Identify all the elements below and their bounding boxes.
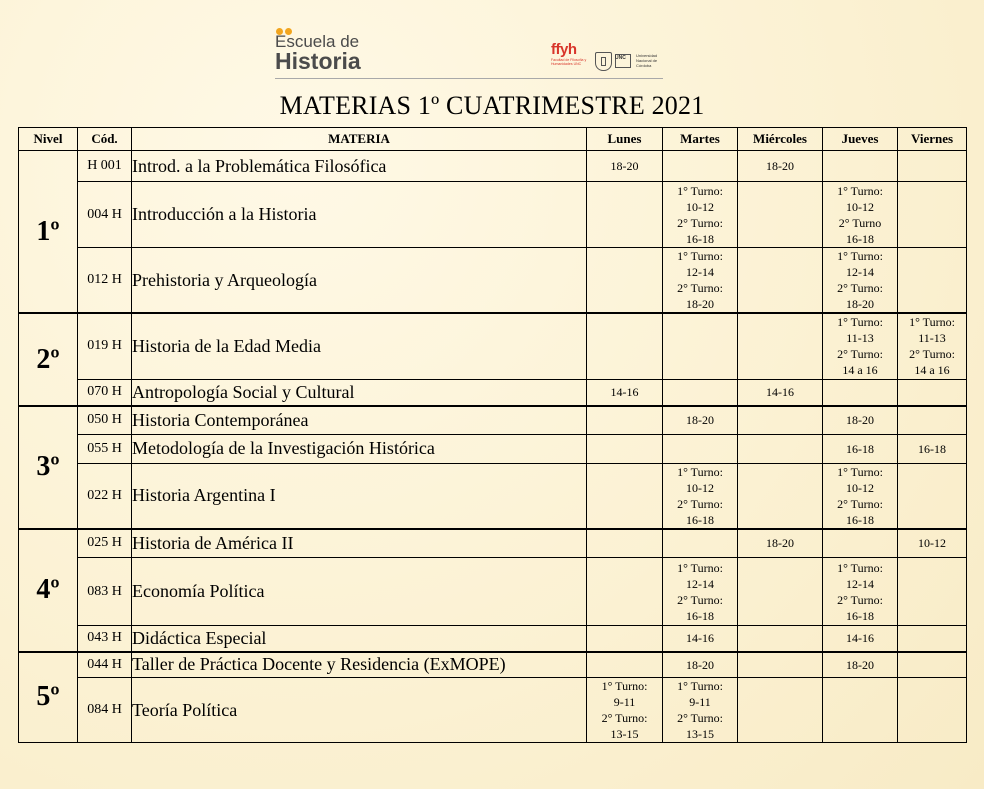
horario-line: 14 a 16	[914, 363, 950, 378]
table-row	[19, 151, 967, 182]
horario-line: 1° Turno:	[837, 560, 883, 575]
nivel-cell: 1º	[19, 151, 78, 314]
horario-lunes	[587, 248, 663, 314]
horario-viernes	[898, 182, 967, 248]
nivel-cell: 3º	[19, 406, 78, 529]
table-row	[19, 678, 967, 743]
table-row	[19, 379, 967, 406]
horario-line: 9-11	[613, 695, 636, 709]
horario-line: 12-14	[686, 576, 714, 591]
horario-viernes	[898, 652, 967, 678]
logo-escuela-line2: Historia	[275, 48, 361, 74]
unc-logo	[595, 50, 665, 74]
horario-line: 18-20	[766, 159, 794, 173]
horario-martes	[663, 529, 738, 558]
table-row	[19, 463, 967, 529]
header-miercoles: Miércoles	[738, 128, 823, 151]
horario-viernes	[898, 406, 967, 434]
horario-line: 10-12	[686, 199, 714, 214]
unc-shield-icon	[595, 52, 612, 71]
materia-cell: Didáctica Especial	[132, 626, 587, 652]
codigo-cell: 012 H	[78, 248, 132, 314]
horario-line: 2° Turno:	[837, 281, 883, 295]
horario-martes	[663, 248, 738, 314]
horario-jueves	[823, 313, 898, 379]
horario-line: 2° Turno:	[601, 711, 648, 725]
horario-miercoles	[738, 652, 823, 678]
unc-mark: UNC	[615, 55, 626, 61]
horario-line: 1° Turno:	[677, 464, 723, 479]
horario-line: 2° Turno:	[677, 496, 723, 511]
horario-line: 18-20	[686, 413, 714, 428]
horario-viernes	[898, 379, 967, 406]
horario-martes	[663, 558, 738, 626]
horario-line: 2° Turno:	[837, 496, 883, 511]
horario-line: 12-14	[846, 265, 874, 279]
horario-line: 1° Turno:	[837, 183, 883, 198]
horario-viernes	[898, 151, 967, 182]
header-row	[19, 128, 967, 151]
escuela-historia-logo	[275, 20, 375, 76]
horario-lunes	[587, 406, 663, 434]
horario-line: 1° Turno:	[677, 679, 723, 693]
materia-cell: Historia Contemporánea	[132, 406, 587, 434]
horario-line: 18-20	[846, 657, 874, 672]
codigo-cell: 050 H	[78, 406, 132, 434]
horario-line: 1° Turno:	[837, 315, 883, 330]
table-row	[19, 626, 967, 652]
horario-lunes	[587, 652, 663, 678]
table-row	[19, 182, 967, 248]
materia-cell: Antropología Social y Cultural	[132, 379, 587, 406]
horario-miercoles	[738, 182, 823, 248]
horario-viernes	[898, 529, 967, 558]
header-viernes: Viernes	[898, 128, 967, 151]
header-lunes: Lunes	[587, 128, 663, 151]
horario-viernes	[898, 434, 967, 463]
horario-line: 2° Turno:	[837, 592, 883, 607]
horario-line: 16-18	[846, 608, 874, 623]
horario-line: 16-18	[846, 512, 874, 527]
horario-line: 10-12	[846, 199, 874, 214]
horario-line: 1° Turno:	[677, 560, 723, 575]
horario-line: 9-11	[689, 695, 711, 709]
horario-line: 10-12	[846, 480, 874, 495]
horario-line: 13-15	[610, 727, 639, 741]
codigo-cell: 084 H	[78, 678, 132, 743]
horario-miercoles	[738, 248, 823, 314]
horario-jueves	[823, 463, 898, 529]
unc-sub: Universidad Nacional de Córdoba	[636, 53, 658, 68]
horario-miercoles	[738, 151, 823, 182]
horario-jueves	[823, 529, 898, 558]
ffyh-mark: ffyh	[551, 41, 577, 58]
horario-viernes	[898, 313, 967, 379]
horario-line: 11-13	[846, 331, 874, 346]
table-row	[19, 558, 967, 626]
horario-line: 12-14	[846, 576, 874, 591]
horario-line: 16-18	[686, 608, 714, 623]
horario-line: 2° Turno:	[677, 711, 723, 725]
horario-martes	[663, 463, 738, 529]
codigo-cell: 043 H	[78, 626, 132, 652]
horario-jueves	[823, 248, 898, 314]
materia-cell: Prehistoria y Arqueología	[132, 248, 587, 314]
horario-lunes	[587, 151, 663, 182]
horario-line: 18-20	[846, 413, 874, 428]
materia-cell: Metodología de la Investigación Histórica	[132, 434, 587, 463]
horario-line: 14-16	[610, 385, 639, 400]
horario-martes	[663, 406, 738, 434]
horario-miercoles	[738, 463, 823, 529]
horario-line: 16-18	[686, 512, 714, 527]
horario-line: 2° Turno:	[909, 347, 955, 362]
horario-miercoles	[738, 558, 823, 626]
ffyh-sub: Facultad de Filosofía y Humanidades UNC	[551, 58, 587, 66]
horario-miercoles	[738, 313, 823, 379]
header-jueves: Jueves	[823, 128, 898, 151]
horario-line: 14-16	[686, 631, 714, 646]
horario-line: 1° Turno:	[909, 315, 955, 330]
horario-viernes	[898, 558, 967, 626]
horario-martes	[663, 151, 738, 182]
horario-miercoles	[738, 434, 823, 463]
nivel-cell: 5º	[19, 652, 78, 743]
horario-lunes	[587, 558, 663, 626]
materia-cell: Introd. a la Problemática Filosófica	[132, 151, 587, 182]
horario-lunes	[587, 678, 663, 743]
horario-line: 16-18	[918, 441, 946, 456]
horario-lunes	[587, 463, 663, 529]
horario-line: 2° Turno:	[677, 592, 723, 607]
horario-martes	[663, 626, 738, 652]
codigo-cell: 019 H	[78, 313, 132, 379]
horario-viernes	[898, 248, 967, 314]
horario-line: 14-16	[766, 385, 794, 400]
horario-line: 1° Turno:	[837, 464, 883, 479]
materia-cell: Economía Política	[132, 558, 587, 626]
logo-divider	[275, 78, 663, 79]
horario-martes	[663, 652, 738, 678]
horario-jueves	[823, 182, 898, 248]
schedule-table	[18, 127, 967, 743]
horario-line: 2° Turno:	[677, 215, 723, 230]
horario-jueves	[823, 678, 898, 743]
materia-cell: Teoría Política	[132, 678, 587, 743]
horario-line: 13-15	[686, 727, 714, 741]
table-row	[19, 652, 967, 678]
materia-cell: Taller de Práctica Docente y Residencia (ExMOPE)	[132, 652, 587, 678]
horario-miercoles	[738, 406, 823, 434]
horario-jueves	[823, 652, 898, 678]
horario-line: 12-14	[686, 265, 714, 279]
horario-lunes	[587, 379, 663, 406]
table-row	[19, 248, 967, 314]
horario-line: 14 a 16	[842, 363, 878, 378]
horario-miercoles	[738, 678, 823, 743]
horario-jueves	[823, 558, 898, 626]
horario-viernes	[898, 463, 967, 529]
horario-line: 16-18	[846, 441, 874, 456]
horario-lunes	[587, 313, 663, 379]
horario-line: 10-12	[686, 480, 714, 495]
table-row	[19, 406, 967, 434]
horario-lunes	[587, 529, 663, 558]
schedule-body	[19, 151, 967, 743]
horario-line: 2° Turno:	[837, 347, 883, 362]
codigo-cell: 022 H	[78, 463, 132, 529]
horario-lunes	[587, 626, 663, 652]
page-title: MATERIAS 1º CUATRIMESTRE 2021	[279, 91, 705, 120]
codigo-cell: 055 H	[78, 434, 132, 463]
horario-martes	[663, 434, 738, 463]
horario-jueves	[823, 626, 898, 652]
horario-line: 16-18	[686, 231, 714, 246]
horario-martes	[663, 182, 738, 248]
codigo-cell: 083 H	[78, 558, 132, 626]
codigo-cell: 004 H	[78, 182, 132, 248]
horario-line: 16-18	[846, 231, 874, 246]
horario-line: 10-12	[918, 536, 946, 551]
materia-cell: Historia Argentina I	[132, 463, 587, 529]
table-row	[19, 313, 967, 379]
codigo-cell: 070 H	[78, 379, 132, 406]
horario-jueves	[823, 434, 898, 463]
horario-line: 1° Turno:	[601, 679, 648, 693]
table-row	[19, 434, 967, 463]
horario-line: 2° Turno:	[677, 281, 723, 295]
horario-viernes	[898, 626, 967, 652]
horario-martes	[663, 379, 738, 406]
horario-line: 1° Turno:	[837, 249, 883, 263]
horario-line: 1° Turno:	[677, 183, 723, 198]
nivel-cell: 4º	[19, 529, 78, 652]
header-cod: Cód.	[78, 128, 132, 151]
horario-jueves	[823, 379, 898, 406]
horario-lunes	[587, 434, 663, 463]
table-row	[19, 529, 967, 558]
horario-lunes	[587, 182, 663, 248]
horario-line: 18-20	[686, 657, 714, 672]
codigo-cell: H 001	[78, 151, 132, 182]
nivel-cell: 2º	[19, 313, 78, 406]
horario-miercoles	[738, 379, 823, 406]
horario-line: 14-16	[846, 631, 874, 646]
horario-viernes	[898, 678, 967, 743]
materia-cell: Introducción a la Historia	[132, 182, 587, 248]
header-martes: Martes	[663, 128, 738, 151]
codigo-cell: 044 H	[78, 652, 132, 678]
codigo-cell: 025 H	[78, 529, 132, 558]
logo-escuela-line1: Escuela de	[275, 32, 360, 51]
horario-miercoles	[738, 626, 823, 652]
horario-martes	[663, 313, 738, 379]
horario-jueves	[823, 406, 898, 434]
horario-line: 18-20	[846, 297, 874, 311]
ffyh-logo	[551, 42, 591, 76]
horario-line: 11-13	[918, 331, 946, 346]
horario-jueves	[823, 151, 898, 182]
header-nivel: Nivel	[19, 128, 78, 151]
materia-cell: Historia de América II	[132, 529, 587, 558]
horario-line: 1° Turno:	[677, 249, 723, 263]
horario-martes	[663, 678, 738, 743]
horario-line: 2° Turno	[838, 215, 882, 230]
horario-line: 18-20	[686, 297, 714, 311]
materia-cell: Historia de la Edad Media	[132, 313, 587, 379]
header-materia: MATERIA	[132, 128, 587, 151]
horario-line: 18-20	[766, 536, 794, 551]
horario-line: 18-20	[610, 159, 639, 173]
horario-miercoles	[738, 529, 823, 558]
